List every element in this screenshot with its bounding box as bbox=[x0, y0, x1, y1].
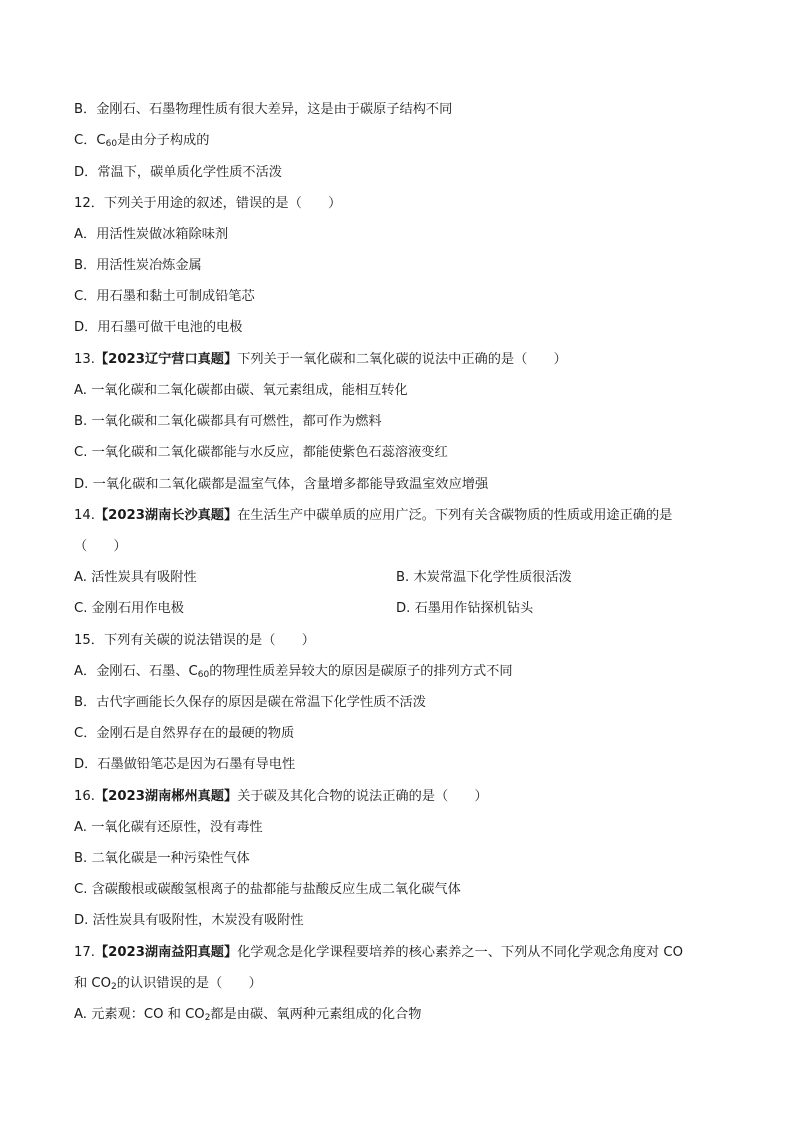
option-11c: C．$C_{60}$是由分子构成的 bbox=[74, 133, 210, 149]
option-16d: D. 活性炭具有吸附性，木炭没有吸附性 bbox=[74, 913, 304, 928]
option-16b: B. 二氧化碳是一种污染性气体 bbox=[74, 851, 250, 866]
question-14-continuation: （ ） bbox=[74, 539, 127, 554]
option-14b: B. 木炭常温下化学性质很活泼 bbox=[396, 570, 572, 585]
option-11b: B．金刚石、石墨物理性质有很大差异，这是由于碳原子结构不同 bbox=[74, 102, 453, 117]
option-11d: D．常温下，碳单质化学性质不活泼 bbox=[74, 165, 282, 180]
question-16: 16.【2023湖南郴州真题】关于碳及其化合物的说法正确的是（ ） bbox=[74, 789, 488, 804]
source-tag: 【2023湖南益阳真题】 bbox=[94, 945, 238, 960]
source-tag: 【2023辽宁营口真题】 bbox=[94, 352, 238, 367]
option-16a: A. 一氧化碳有还原性，没有毒性 bbox=[74, 820, 263, 835]
source-tag: 【2023湖南郴州真题】 bbox=[94, 789, 238, 804]
option-15b: B．古代字画能长久保存的原因是碳在常温下化学性质不活泼 bbox=[74, 695, 426, 710]
option-14c: C. 金刚石用作电极 bbox=[74, 601, 184, 616]
option-12c: C．用石墨和黏土可制成铅笔芯 bbox=[74, 289, 255, 304]
option-14a: A. 活性炭具有吸附性 bbox=[74, 570, 197, 585]
question-15: 15．下列有关碳的说法错误的是（ ） bbox=[74, 633, 315, 648]
question-14: 14.【2023湖南长沙真题】在生活生产中碳单质的应用广泛。下列有关含碳物质的性质或用途正确的是 bbox=[74, 508, 673, 523]
option-17a: A. 元素观：CO 和 $CO_2$都是由碳、氧两种元素组成的化合物 bbox=[74, 1007, 422, 1023]
question-12: 12．下列关于用途的叙述，错误的是（ ） bbox=[74, 196, 342, 211]
question-17: 17.【2023湖南益阳真题】化学观念是化学课程要培养的核心素养之一、下列从不同化学观念角度对 CO bbox=[74, 945, 683, 960]
option-15d: D．石墨做铅笔芯是因为石墨有导电性 bbox=[74, 757, 296, 772]
question-17-continuation: 和 $CO_2$的认识错误的是（ ） bbox=[74, 976, 262, 992]
source-tag: 【2023湖南长沙真题】 bbox=[94, 508, 238, 523]
option-13c: C. 一氧化碳和二氧化碳都能与水反应，都能使紫色石蕊溶液变红 bbox=[74, 445, 448, 460]
option-16c: C. 含碳酸根或碳酸氢根离子的盐都能与盐酸反应生成二氧化碳气体 bbox=[74, 882, 461, 897]
option-13a: A. 一氧化碳和二氧化碳都由碳、氧元素组成，能相互转化 bbox=[74, 383, 408, 398]
option-14d: D. 石墨用作钻探机钻头 bbox=[396, 601, 534, 616]
option-12a: A．用活性炭做冰箱除味剂 bbox=[74, 227, 229, 242]
option-12b: B．用活性炭冶炼金属 bbox=[74, 258, 202, 273]
option-15c: C．金刚石是自然界存在的最硬的物质 bbox=[74, 726, 295, 741]
option-13d: D. 一氧化碳和二氧化碳都是温室气体，含量增多都能导致温室效应增强 bbox=[74, 477, 489, 492]
option-13b: B. 一氧化碳和二氧化碳都具有可燃性，都可作为燃料 bbox=[74, 414, 382, 429]
question-13: 13.【2023辽宁营口真题】下列关于一氧化碳和二氧化碳的说法中正确的是（ ） bbox=[74, 352, 567, 367]
option-12d: D．用石墨可做干电池的电极 bbox=[74, 320, 243, 335]
option-15a: A．金刚石、石墨、$C_{60}$的物理性质差异较大的原因是碳原子的排列方式不同 bbox=[74, 664, 513, 680]
